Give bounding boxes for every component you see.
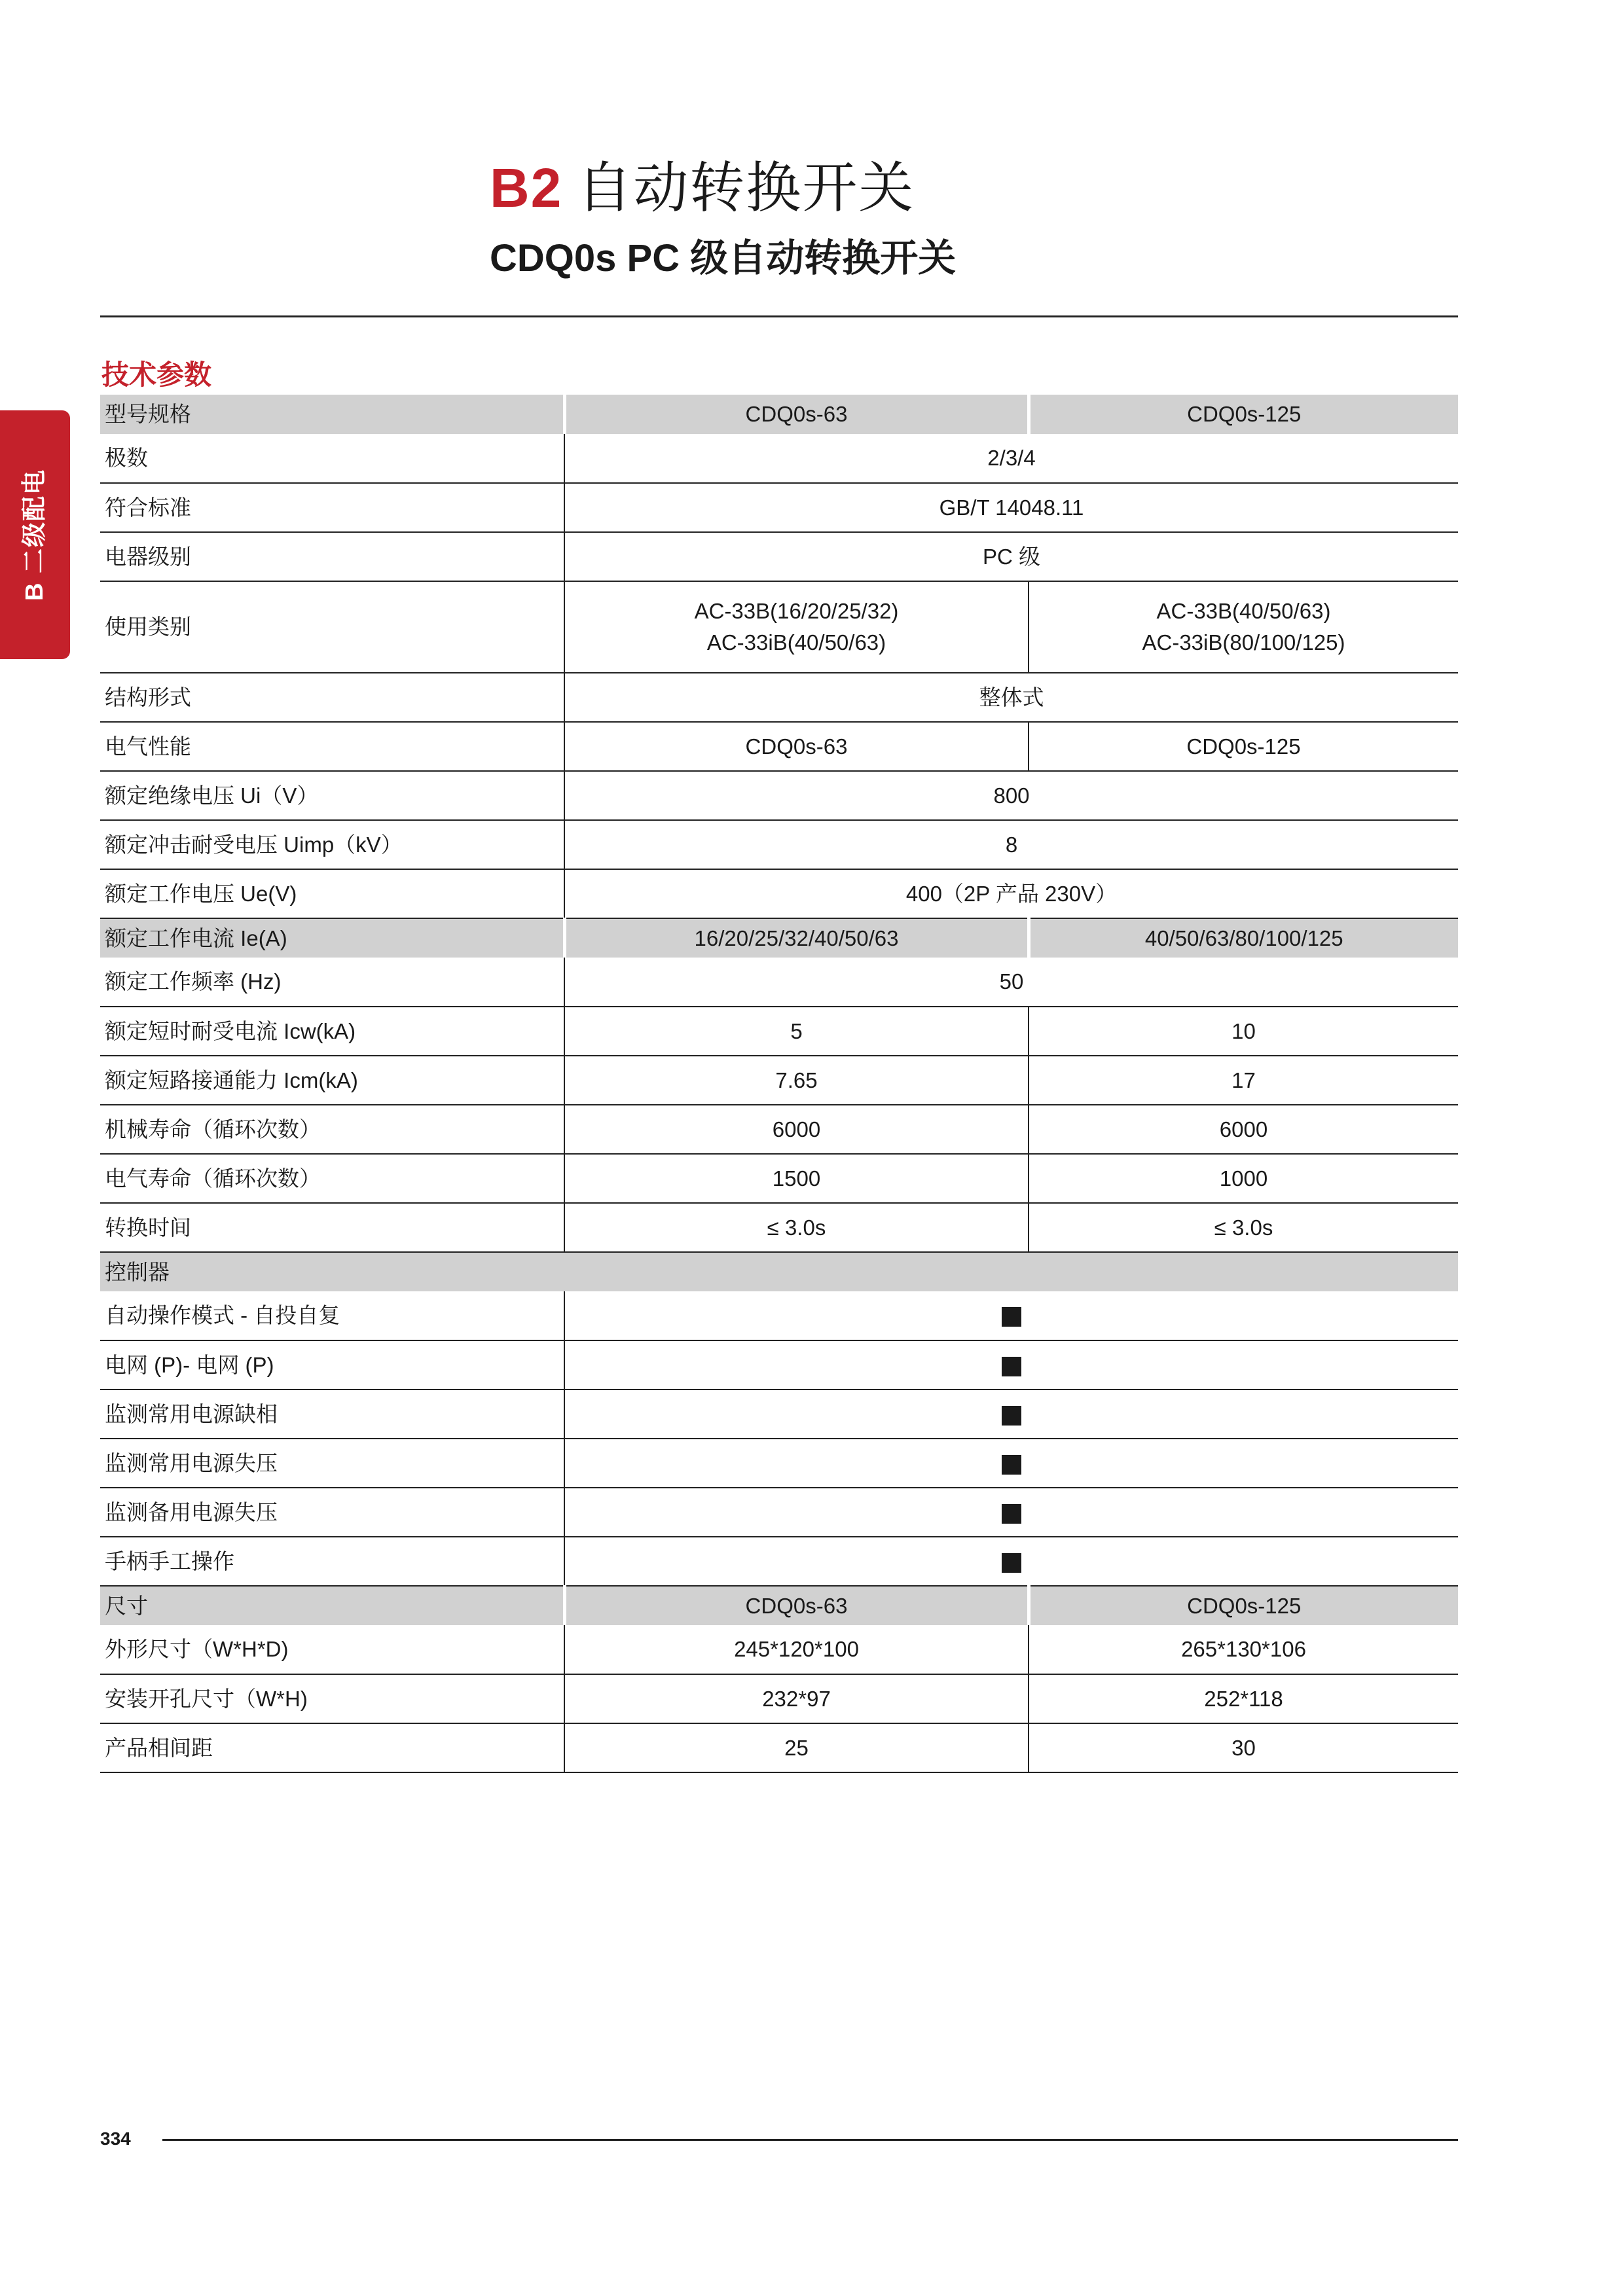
table-row [100,958,1458,1007]
filled-square-icon [1002,1455,1021,1475]
row-label: 产品相间距 [100,1723,564,1772]
top-divider [100,315,1458,317]
row-value-b: 40/50/63/80/100/125 [1029,918,1458,958]
page-title [490,152,915,224]
row-label: 额定短时耐受电流 Icw(kA) [100,1007,564,1056]
model-b-cell: CDQ0s-125 [1029,395,1458,434]
feature-marker-cell [564,1390,1458,1439]
row-value-b: 252*118 [1029,1674,1458,1723]
table-row [100,1154,1458,1203]
table-row [100,1007,1458,1056]
table-row [100,771,1458,820]
category-b-line2: AC-33iB(80/100/125) [1142,630,1345,655]
table-row [100,1390,1458,1439]
table-row [100,820,1458,869]
row-label: 监测常用电源缺相 [100,1390,564,1439]
page-subtitle: CDQ0s PC 级自动转换开关 [490,237,957,279]
row-value: 8 [564,820,1458,869]
filled-square-icon [1002,1307,1021,1327]
category-a-line2: AC-33iB(40/50/63) [706,630,886,655]
row-value: PC 级 [564,532,1458,581]
row-value: 2/3/4 [564,434,1458,483]
row-label: 额定工作频率 (Hz) [100,958,564,1007]
filled-square-icon [1002,1357,1021,1376]
row-label: 型号规格 [100,395,564,434]
table-row [100,1056,1458,1105]
table-row [100,1105,1458,1154]
filled-square-icon [1002,1406,1021,1426]
row-label: 额定绝缘电压 Ui（V） [100,771,564,820]
row-label: 安装开孔尺寸（W*H) [100,1674,564,1723]
row-value-a: 25 [564,1723,1029,1772]
row-label: 控制器 [100,1252,1458,1291]
row-value: 800 [564,771,1458,820]
row-label: 尺寸 [100,1586,564,1625]
table-row [100,581,1458,673]
row-value: 整体式 [564,673,1458,722]
row-label: 电气寿命（循环次数） [100,1154,564,1203]
table-row [100,1203,1458,1252]
controller-header-row [100,1252,1458,1291]
table-row [100,1537,1458,1586]
row-value-a: CDQ0s-63 [564,722,1029,771]
feature-marker-cell [564,1488,1458,1537]
row-label: 极数 [100,434,564,483]
row-value-a [564,581,1029,673]
row-value-a: 16/20/25/32/40/50/63 [564,918,1029,958]
title-text: 自动转换开关 [577,157,915,219]
feature-marker-cell [564,1537,1458,1586]
row-value: 50 [564,958,1458,1007]
row-label: 额定冲击耐受电压 Uimp（kV） [100,820,564,869]
row-value-a: 245*120*100 [564,1625,1029,1674]
row-label: 使用类别 [100,581,564,673]
table-row [100,869,1458,918]
filled-square-icon [1002,1553,1021,1573]
side-tab [0,410,70,659]
row-value: 400（2P 产品 230V） [564,869,1458,918]
spec-table [100,395,1458,1773]
row-label: 监测常用电源失压 [100,1439,564,1488]
model-b-cell: CDQ0s-125 [1029,1586,1458,1625]
row-value-b: ≤ 3.0s [1029,1203,1458,1252]
footer-divider [162,2139,1458,2141]
side-tab-label: B 二级配电 [21,469,48,601]
row-value-b: 10 [1029,1007,1458,1056]
row-value-a: 7.65 [564,1056,1029,1105]
table-row [100,434,1458,483]
row-value-a: 232*97 [564,1674,1029,1723]
row-value-a: ≤ 3.0s [564,1203,1029,1252]
row-value: GB/T 14048.11 [564,483,1458,532]
row-value-b [1029,581,1458,673]
filled-square-icon [1002,1504,1021,1524]
section-title: 技术参数 [101,359,212,390]
row-label: 电网 (P)- 电网 (P) [100,1340,564,1390]
row-label: 外形尺寸（W*H*D) [100,1625,564,1674]
row-label: 监测备用电源失压 [100,1488,564,1537]
row-value-a: 6000 [564,1105,1029,1154]
row-label: 手柄手工操作 [100,1537,564,1586]
row-label: 额定工作电流 Ie(A) [100,918,564,958]
table-row [100,1439,1458,1488]
row-value-a: 5 [564,1007,1029,1056]
row-value-b: 17 [1029,1056,1458,1105]
row-value-b: 1000 [1029,1154,1458,1203]
model-a-cell: CDQ0s-63 [564,1586,1029,1625]
row-label: 电器级别 [100,532,564,581]
row-label: 额定工作电压 Ue(V) [100,869,564,918]
row-value-b: 30 [1029,1723,1458,1772]
row-label: 机械寿命（循环次数） [100,1105,564,1154]
row-label: 符合标准 [100,483,564,532]
table-row [100,673,1458,722]
table-row [100,1488,1458,1537]
feature-marker-cell [564,1439,1458,1488]
model-a-cell: CDQ0s-63 [564,395,1029,434]
table-row [100,483,1458,532]
row-value-b: 265*130*106 [1029,1625,1458,1674]
table-row-highlight [100,918,1458,958]
table-header-row [100,395,1458,434]
title-code: B2 [490,157,563,219]
row-value-b: 6000 [1029,1105,1458,1154]
dimensions-header-row [100,1586,1458,1625]
table-row [100,722,1458,771]
table-row [100,532,1458,581]
row-value-b: CDQ0s-125 [1029,722,1458,771]
feature-marker-cell [564,1291,1458,1340]
category-b-line1: AC-33B(40/50/63) [1156,599,1331,623]
table-row [100,1291,1458,1340]
page-number: 334 [100,2128,131,2149]
row-label: 转换时间 [100,1203,564,1252]
table-row [100,1723,1458,1772]
row-value-a: 1500 [564,1154,1029,1203]
row-label: 自动操作模式 - 自投自复 [100,1291,564,1340]
table-row [100,1625,1458,1674]
category-a-line1: AC-33B(16/20/25/32) [694,599,899,623]
row-label: 额定短路接通能力 Icm(kA) [100,1056,564,1105]
row-label: 电气性能 [100,722,564,771]
table-row [100,1340,1458,1390]
feature-marker-cell [564,1340,1458,1390]
table-row [100,1674,1458,1723]
row-label: 结构形式 [100,673,564,722]
